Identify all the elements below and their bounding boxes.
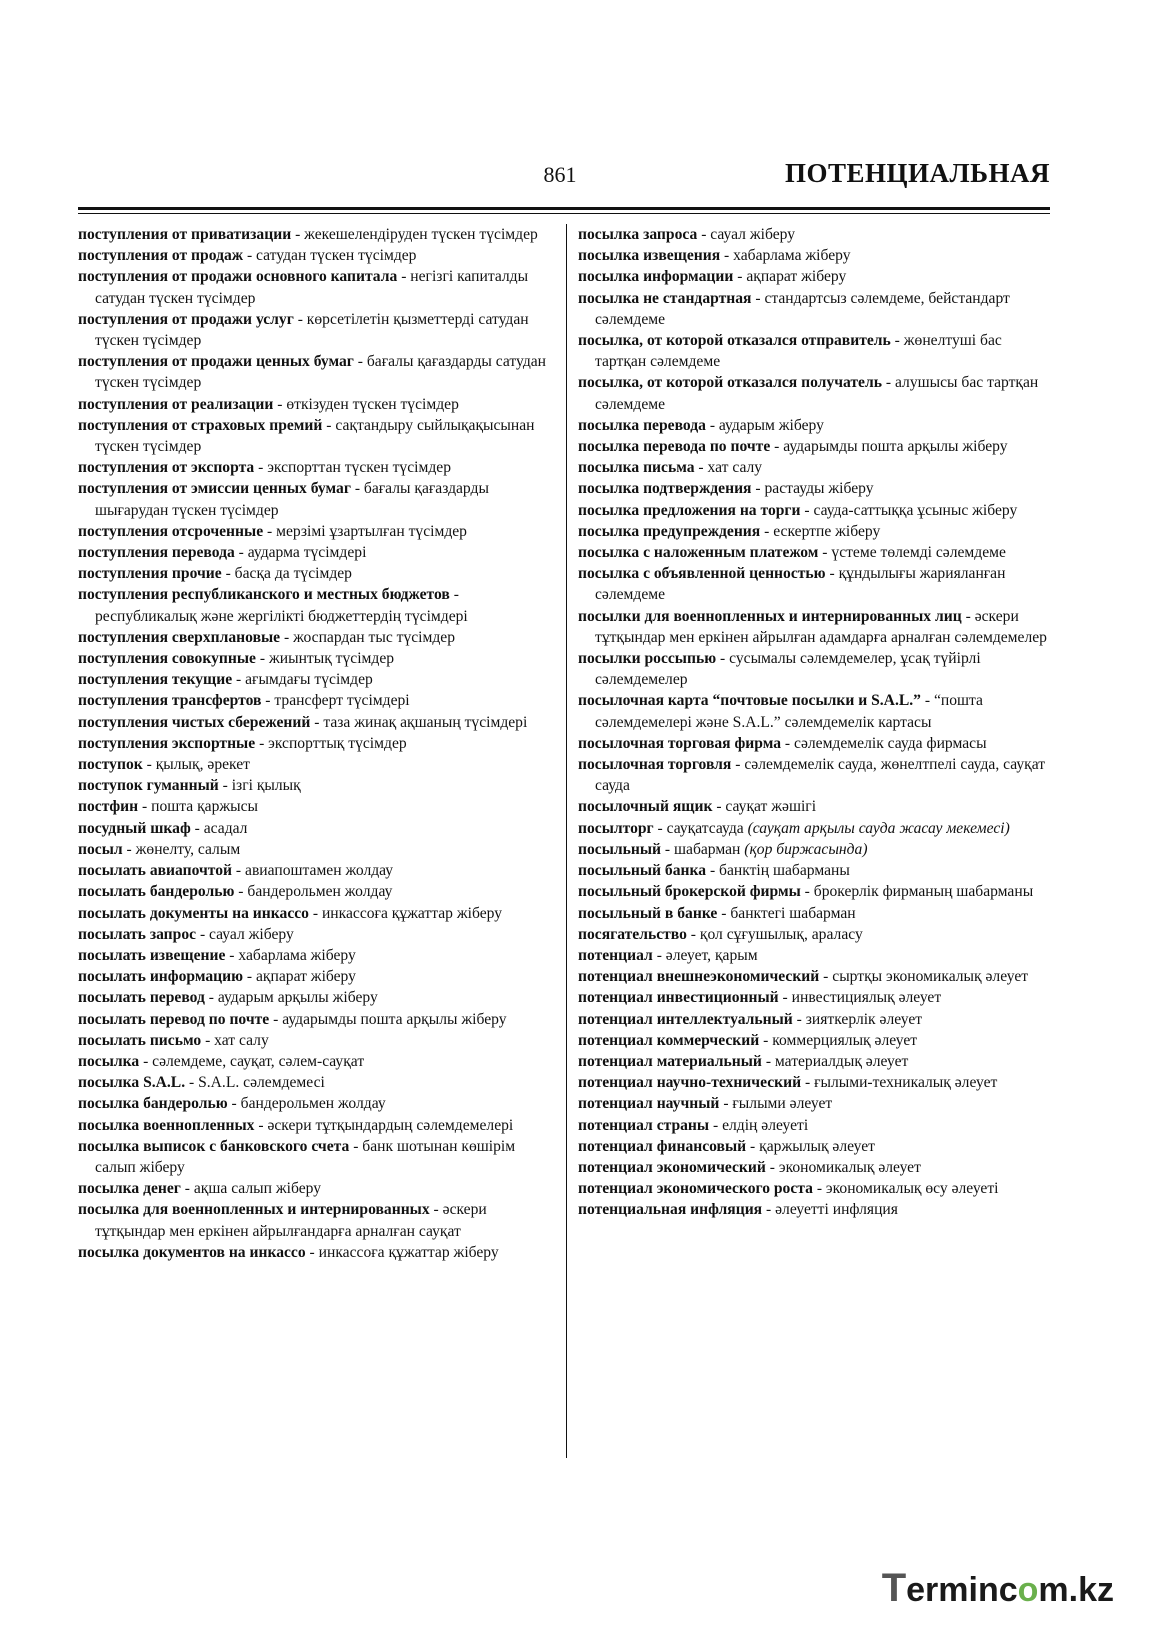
right-column xyxy=(578,224,1054,1221)
entry-term: потенциал научно-технический xyxy=(578,1074,802,1092)
entry-term: посылка бандеролью xyxy=(78,1095,228,1113)
dictionary-entry xyxy=(578,1030,1054,1051)
entry-term: потенциал коммерческий xyxy=(578,1031,760,1049)
entry-definition: - қаржылық әлеует xyxy=(746,1137,875,1155)
entry-term: посыльный в банке xyxy=(578,904,718,922)
entry-term: потенциал материальный xyxy=(578,1052,762,1070)
dictionary-entry xyxy=(578,945,1054,966)
dictionary-entry xyxy=(78,860,550,881)
entry-term: посылка подтверждения xyxy=(578,480,752,498)
entry-definition: - растауды жіберу xyxy=(751,480,874,498)
entry-term: посылать перевод xyxy=(78,989,205,1007)
dictionary-entry xyxy=(78,478,550,520)
dictionary-entry xyxy=(578,818,1054,839)
entry-term: посылка денег xyxy=(78,1180,181,1198)
entry-term: потенциал финансовый xyxy=(578,1137,747,1155)
entry-definition: - ғылыми-техникалық әлеует xyxy=(801,1074,998,1092)
entry-term: поступления от продажи ценных бумаг xyxy=(78,353,354,371)
dictionary-entry xyxy=(578,606,1054,648)
entry-term: посыльный брокерской фирмы xyxy=(578,883,801,901)
dictionary-entry xyxy=(78,796,550,817)
entry-definition: - өткізуден түскен түсімдер xyxy=(273,395,459,413)
entry-definition: - сауал жіберу xyxy=(196,925,294,943)
page-number: 861 xyxy=(543,162,577,187)
entry-term: посылать авиапочтой xyxy=(78,862,233,880)
entry-term: посылка для военнопленных и интернированных xyxy=(78,1201,430,1219)
entry-definition: - материалдық әлеует xyxy=(761,1052,909,1070)
dictionary-entry xyxy=(78,924,550,945)
entry-term: поступления от продажи услуг xyxy=(78,310,294,328)
entry-term: посылка с наложенным платежом xyxy=(578,544,819,562)
entry-term: посылка выписок с банковского счета xyxy=(78,1137,350,1155)
dictionary-entry xyxy=(578,1093,1054,1114)
dictionary-entry xyxy=(78,1051,550,1072)
entry-definition: - инкассоға құжаттар жіберу xyxy=(305,1243,499,1261)
dictionary-entry xyxy=(578,266,1054,287)
entry-term: посыльный xyxy=(578,840,662,858)
entry-term: поступления республиканского и местных бюджетов xyxy=(78,586,450,604)
entry-definition: - банктегі шабарман xyxy=(717,904,856,922)
dictionary-entry xyxy=(578,330,1054,372)
dictionary-entry xyxy=(78,712,550,733)
dictionary-entry xyxy=(78,245,550,266)
dictionary-entry xyxy=(78,584,550,626)
entry-term: посылка с объявленной ценностью xyxy=(578,565,826,583)
entry-definition: - әлеуетті инфляция xyxy=(762,1201,898,1219)
entry-definition: - ақша салып жіберу xyxy=(180,1180,322,1198)
dictionary-entry xyxy=(78,818,550,839)
dictionary-entry xyxy=(578,478,1054,499)
entry-definition: - бағалы қағаздарды сатудан түскен түсімдер xyxy=(95,353,547,392)
dictionary-entry xyxy=(78,224,550,245)
dictionary-entry xyxy=(578,1051,1054,1072)
dictionary-entry xyxy=(78,457,550,478)
entry-definition: - экспорттық түсімдер xyxy=(255,734,407,752)
entry-term: посягательство xyxy=(578,925,687,943)
entry-term: поступления от продаж xyxy=(78,247,244,265)
watermark-text-1: erminc xyxy=(906,1571,1018,1609)
entry-definition: - жөнелтуші бас тартқан сәлемдеме xyxy=(595,332,1002,371)
entry-term: поступления чистых сбережений xyxy=(78,713,311,731)
entry-term: посылка документов на инкассо xyxy=(78,1243,306,1261)
entry-definition: - аударымды пошта арқылы жіберу xyxy=(770,438,1008,456)
dictionary-entry xyxy=(78,1009,550,1030)
dictionary-entry xyxy=(78,733,550,754)
dictionary-entry xyxy=(78,775,550,796)
entry-definition: - коммерциялық әлеует xyxy=(759,1031,918,1049)
entry-term: поступления от страховых премий xyxy=(78,416,323,434)
entry-definition: - ескертпе жіберу xyxy=(760,522,881,540)
entry-term: посылторг xyxy=(578,819,654,837)
dictionary-entry xyxy=(578,881,1054,902)
entry-term: посылать бандеролью xyxy=(78,883,235,901)
entry-definition: - сауал жіберу xyxy=(697,226,796,243)
dictionary-entry xyxy=(578,224,1054,245)
entry-term: поступления от экспорта xyxy=(78,459,255,477)
entry-definition: - аударымды пошта арқылы жіберу xyxy=(269,1010,507,1028)
entry-term: поступления от продажи основного капитала xyxy=(78,268,398,286)
watermark-logo[interactable] xyxy=(882,1566,1114,1611)
entry-term: потенциал экономический xyxy=(578,1158,766,1176)
entry-definition: - сәлемдеме, сауқат, сәлем-сауқат xyxy=(139,1052,365,1070)
dictionary-entry xyxy=(578,860,1054,881)
entry-definition: - S.A.L. сәлемдемесі xyxy=(185,1074,325,1092)
dictionary-entry xyxy=(78,881,550,902)
entry-definition: - инвестициялық әлеует xyxy=(778,989,942,1007)
entry-term: потенциал интеллектуальный xyxy=(578,1010,793,1028)
entry-definition: - сыртқы экономикалық әлеует xyxy=(819,968,1029,986)
entry-note: (сауқат арқылы сауда жасау мекемесі) xyxy=(747,819,1010,837)
entry-definition: - экономикалық өсу әлеуеті xyxy=(812,1180,999,1198)
dictionary-entry xyxy=(78,563,550,584)
entry-term: посылка предложения на торги xyxy=(578,501,801,519)
dictionary-entry xyxy=(78,1115,550,1136)
running-head: ПОТЕНЦИАЛЬНАЯ xyxy=(785,158,1050,188)
entry-term: посылки россыпью xyxy=(578,650,717,668)
dictionary-entry xyxy=(578,372,1054,414)
entry-term: потенциал инвестиционный xyxy=(578,989,779,1007)
entry-definition: - құндылығы жарияланған сәлемдеме xyxy=(595,565,1006,604)
dictionary-entry xyxy=(578,457,1054,478)
entry-term: потенциал внешнеэкономический xyxy=(578,968,820,986)
header-rule xyxy=(78,207,1050,210)
entry-definition: - бағалы қағаздарды шығарудан түскен түсімдер xyxy=(95,480,489,519)
entry-definition: - алушысы бас тартқан сәлемдеме xyxy=(595,374,1039,413)
entry-term: посыл xyxy=(78,840,123,858)
dictionary-entry xyxy=(578,1115,1054,1136)
dictionary-entry xyxy=(78,1242,550,1263)
entry-term: посылка перевода xyxy=(578,416,706,434)
entry-definition: - негізгі капиталды сатудан түскен түсімдер xyxy=(95,268,529,307)
dictionary-entry xyxy=(578,1072,1054,1093)
entry-definition: - трансферт түсімдері xyxy=(261,692,410,710)
entry-definition: - сауда-саттыққа ұсыныс жіберу xyxy=(800,501,1018,519)
entry-term: посылка, от которой отказался получатель xyxy=(578,374,882,392)
entry-term: посылки для военнопленных и интернированных лиц xyxy=(578,607,962,625)
entry-term: посылать письмо xyxy=(78,1031,202,1049)
entry-definition: - сәлемдемелік сауда, жөнелтпелі сауда, сауқат сауда xyxy=(595,756,1046,795)
entry-definition: - көрсетілетін қызметтерді сатудан түскен түсімдер xyxy=(95,310,529,350)
entry-term: поступления экспортные xyxy=(78,734,256,752)
entry-definition: - банк шотынан көшірім салып жіберу xyxy=(95,1137,516,1176)
dictionary-entry xyxy=(578,288,1054,330)
entry-term: посылка предупреждения xyxy=(578,522,761,540)
dictionary-entry xyxy=(78,394,550,415)
entry-definition: - әскери тұтқындар мен еркінен айрылған адамдарға арналған сәлемдемелер xyxy=(595,607,1047,646)
entry-definition: - асадал xyxy=(190,819,248,837)
entry-term: потенциал экономического роста xyxy=(578,1180,813,1198)
watermark-t: T xyxy=(881,1566,907,1610)
entry-term: поступок гуманный xyxy=(78,777,219,795)
entry-term: посылка запроса xyxy=(578,226,698,243)
entry-term: посылка, от которой отказался отправитель xyxy=(578,332,891,350)
entry-term: поступления текущие xyxy=(78,671,233,689)
dictionary-entry xyxy=(578,796,1054,817)
dictionary-entry xyxy=(78,669,550,690)
entry-definition: - шабарман xyxy=(661,840,745,858)
entry-definition: - хабарлама жіберу xyxy=(225,946,356,964)
dictionary-entry xyxy=(578,436,1054,457)
dictionary-entry xyxy=(78,627,550,648)
dictionary-entry xyxy=(578,563,1054,605)
dictionary-entry xyxy=(78,648,550,669)
entry-definition: - әлеует, қарым xyxy=(652,946,758,964)
entry-definition: - жоспардан тыс түсімдер xyxy=(280,628,456,646)
entry-term: поступления отсроченные xyxy=(78,522,264,540)
dictionary-entry xyxy=(578,648,1054,690)
dictionary-entry xyxy=(78,542,550,563)
entry-definition: - жекешелендіруден түскен түсімдер xyxy=(291,226,538,243)
dictionary-entry xyxy=(578,1157,1054,1178)
entry-term: посылочный ящик xyxy=(578,798,713,816)
entry-term: посылать информацию xyxy=(78,968,244,986)
entry-definition: - басқа да түсімдер xyxy=(221,565,352,583)
entry-definition: - хат салу xyxy=(694,459,763,477)
entry-definition: - сусымалы сәлемдемелер, ұсақ түйірлі сәлемдемелер xyxy=(595,650,981,689)
dictionary-entry xyxy=(78,839,550,860)
entry-definition: - әскери тұтқындардың сәлемдемелері xyxy=(254,1116,514,1134)
entry-definition: - экспорттан түскен түсімдер xyxy=(254,459,451,477)
entry-definition: - зияткерлік әлеует xyxy=(792,1010,923,1028)
entry-definition: - елдің әлеуеті xyxy=(709,1116,809,1134)
entry-definition: - пошта қаржысы xyxy=(138,798,259,816)
entry-definition: - сатудан түскен түсімдер xyxy=(243,247,417,265)
entry-term: посыльный банка xyxy=(578,862,707,880)
entry-term: потенциал страны xyxy=(578,1116,710,1134)
entry-term: посылка S.A.L. xyxy=(78,1074,186,1092)
entry-term: поступления от эмиссии ценных бумаг xyxy=(78,480,351,498)
entry-term: посудный шкаф xyxy=(78,819,191,837)
entry-definition: - ағымдағы түсімдер xyxy=(232,671,373,689)
entry-definition: - таза жинақ ақшаның түсімдері xyxy=(310,713,528,731)
entry-definition: - экономикалық әлеует xyxy=(765,1158,921,1176)
entry-definition: - жиынтық түсімдер xyxy=(255,650,395,668)
dictionary-entry xyxy=(578,987,1054,1008)
entry-definition: - қол сұғушылық, араласу xyxy=(686,925,863,943)
entry-note: (қор биржасында) xyxy=(744,840,868,858)
dictionary-entry xyxy=(78,266,550,308)
entry-definition: - әскери тұтқындар мен еркінен айрылғандарға арналған сауқат xyxy=(95,1201,487,1240)
entry-term: посылать документы на инкассо xyxy=(78,904,309,922)
entry-term: посылать запрос xyxy=(78,925,197,943)
dictionary-entry xyxy=(78,1030,550,1051)
entry-definition: - мерзімі ұзартылған түсімдер xyxy=(263,522,467,540)
dictionary-entry xyxy=(78,351,550,393)
entry-definition: - қылық, әрекет xyxy=(142,756,250,774)
dictionary-entry xyxy=(578,690,1054,732)
entry-definition: - бандерольмен жолдау xyxy=(227,1095,386,1113)
entry-definition: - жөнелту, салым xyxy=(122,840,241,858)
entry-term: посылочная торговля xyxy=(578,756,732,774)
dictionary-entry xyxy=(578,542,1054,563)
dictionary-entry xyxy=(578,839,1054,860)
dictionary-entry xyxy=(578,521,1054,542)
dictionary-entry xyxy=(78,1178,550,1199)
entry-definition: - сауқатсауда xyxy=(653,819,748,837)
dictionary-entry xyxy=(578,754,1054,796)
dictionary-entry xyxy=(578,924,1054,945)
entry-term: потенциальная инфляция xyxy=(578,1201,763,1219)
dictionary-entry xyxy=(78,309,550,351)
entry-definition: - стандартсыз сәлемдеме, бейстандарт сәлемдеме xyxy=(595,289,1010,328)
entry-term: посылочная торговая фирма xyxy=(578,734,782,752)
entry-definition: - ізгі қылық xyxy=(218,777,301,795)
entry-definition: - хабарлама жіберу xyxy=(720,247,851,265)
entry-definition: - инкассоға құжаттар жіберу xyxy=(308,904,503,922)
dictionary-entry xyxy=(78,1072,550,1093)
entry-definition: - республикалық және жергілікті бюджеттердің түсімдері xyxy=(95,586,468,625)
entry-definition: - хат салу xyxy=(201,1031,269,1049)
entry-term: посылать перевод по почте xyxy=(78,1010,270,1028)
entry-definition: - аударым жіберу xyxy=(705,416,824,434)
entry-definition: - сақтандыру сыйлықақысынан түскен түсімдер xyxy=(95,416,535,456)
entry-definition: - ақпарат жіберу xyxy=(733,268,847,286)
entry-term: поступления совокупные xyxy=(78,650,256,668)
entry-definition: - ақпарат жіберу xyxy=(243,968,356,986)
dictionary-entry xyxy=(578,1178,1054,1199)
dictionary-entry xyxy=(78,1199,550,1241)
entry-term: посылка перевода по почте xyxy=(578,438,771,456)
dictionary-entry xyxy=(578,245,1054,266)
dictionary-entry xyxy=(578,966,1054,987)
dictionary-entry xyxy=(78,1136,550,1178)
dictionary-entry xyxy=(578,415,1054,436)
dictionary-entry xyxy=(578,1009,1054,1030)
entry-definition: - авиапоштамен жолдау xyxy=(232,862,394,880)
entry-term: постфин xyxy=(78,798,139,816)
entry-term: поступления трансфертов xyxy=(78,692,262,710)
entry-definition: - сәлемдемелік сауда фирмасы xyxy=(781,734,987,752)
dictionary-entry xyxy=(78,521,550,542)
dictionary-entry xyxy=(578,733,1054,754)
entry-term: посылочная карта “почтовые посылки и S.A.L.” xyxy=(578,692,921,710)
dictionary-entry xyxy=(578,1199,1054,1220)
dictionary-entry xyxy=(78,415,550,457)
entry-term: потенциал xyxy=(578,946,653,964)
entry-term: поступления сверхплановые xyxy=(78,628,281,646)
header-rule-thin xyxy=(78,213,1050,214)
entry-definition: - аударым арқылы жіберу xyxy=(204,989,378,1007)
entry-term: посылка письма xyxy=(578,459,695,477)
dictionary-entry xyxy=(78,1093,550,1114)
entry-definition: - ғылыми әлеует xyxy=(719,1095,833,1113)
entry-term: поступления прочие xyxy=(78,565,222,583)
entry-term: посылка военнопленных xyxy=(78,1116,255,1134)
entry-term: посылка не стандартная xyxy=(578,289,752,307)
entry-definition: - “пошта сәлемдемелері және S.A.L.” сәлемдемелік картасы xyxy=(595,692,983,731)
dictionary-entry xyxy=(78,903,550,924)
entry-term: посылка извещения xyxy=(578,247,721,265)
watermark-text-2: m.kz xyxy=(1038,1571,1114,1609)
entry-term: потенциал научный xyxy=(578,1095,720,1113)
dictionary-entry xyxy=(578,903,1054,924)
watermark-o: o xyxy=(1017,1571,1039,1609)
entry-definition: - бандерольмен жолдау xyxy=(234,883,393,901)
entry-term: посылка xyxy=(78,1052,140,1070)
dictionary-entry xyxy=(78,966,550,987)
column-divider xyxy=(566,224,567,1458)
entry-term: поступления перевода xyxy=(78,544,235,562)
dictionary-entry xyxy=(578,500,1054,521)
entry-term: поступления от реализации xyxy=(78,395,274,413)
entry-definition: - брокерлік фирманың шабарманы xyxy=(800,883,1034,901)
dictionary-entry xyxy=(578,1136,1054,1157)
entry-definition: - үстеме төлемді сәлемдеме xyxy=(818,544,1006,562)
dictionary-entry xyxy=(78,987,550,1008)
entry-term: поступок xyxy=(78,756,143,774)
left-column xyxy=(78,224,550,1263)
dictionary-entry xyxy=(78,754,550,775)
entry-term: поступления от приватизации xyxy=(78,226,292,243)
entry-definition: - банктің шабарманы xyxy=(706,862,850,880)
entry-definition: - сауқат жәшігі xyxy=(712,798,817,816)
entry-definition: - аударма түсімдері xyxy=(234,544,367,562)
dictionary-entry xyxy=(78,690,550,711)
entry-term: посылать извещение xyxy=(78,946,226,964)
dictionary-entry xyxy=(78,945,550,966)
entry-term: посылка информации xyxy=(578,268,734,286)
